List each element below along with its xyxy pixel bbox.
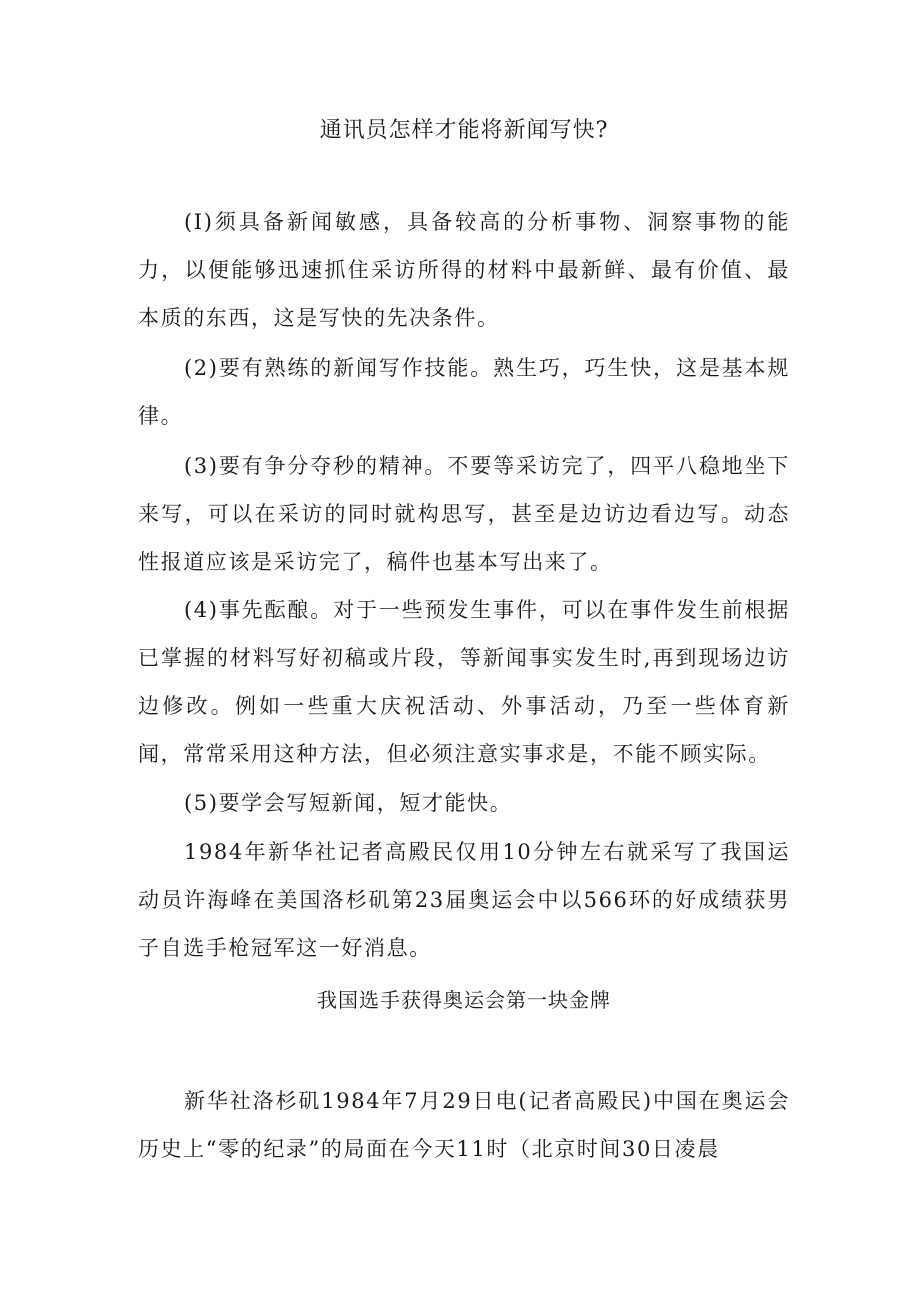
example-news-body: 新华社洛杉矶1984年7月29日电(记者高殿民)中国在奥运会历史上“零的纪录”的局面在今天11时（北京时间30日凌晨 bbox=[138, 1089, 790, 1161]
document-title: 通讯员怎样才能将新闻写快? bbox=[319, 118, 609, 143]
paragraph-point-2: (2)要有熟练的新闻写作技能。熟生巧，巧生快，这是基本规律。 bbox=[138, 356, 790, 428]
paragraph-example-intro: 1984年新华社记者高殿民仅用10分钟左右就采写了我国运动员许海峰在美国洛杉矶第23届奥运会中以566环的好成绩获男子自选手枪冠军这一好消息。 bbox=[138, 840, 790, 960]
paragraph-point-1: (I)须具备新闻敏感，具备较高的分析事物、洞察事物的能力，以便能够迅速抓住采访所得的材料中最新鲜、最有价值、最本质的东西，这是写快的先决条件。 bbox=[138, 210, 790, 330]
paragraph-point-5: (5)要学会写短新闻，短才能快。 bbox=[184, 791, 513, 815]
paragraph-point-3: (3)要有争分夺秒的精神。不要等采访完了，四平八稳地坐下来写，可以在采访的同时就构思写，甚至是边访边看边写。动态性报道应该是采访完了，稿件也基本写出来了。 bbox=[138, 454, 790, 574]
example-news-title: 我国选手获得奥运会第一块金牌 bbox=[317, 988, 611, 1012]
paragraph-point-4: (4)事先酝酿。对于一些预发生事件，可以在事件发生前根据已掌握的材料写好初稿或片段，等新闻事实发生时,再到现场边访边修改。例如一些重大庆祝活动、外事活动，乃至一些体育新闻，常常采用这种方法，但必须注意实事求是，不能不顾实际。 bbox=[138, 598, 790, 766]
